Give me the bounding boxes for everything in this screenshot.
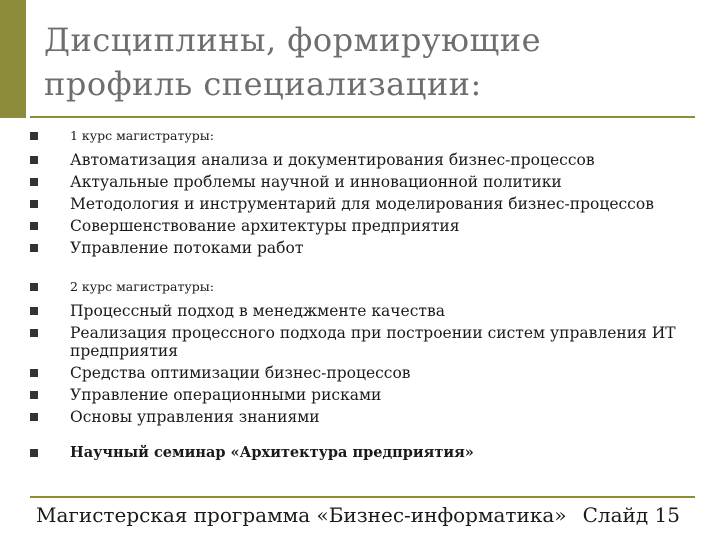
- square-bullet-icon: [30, 449, 38, 457]
- seminar-item: [30, 444, 690, 462]
- list-item: [30, 324, 690, 360]
- seminar-text: Научный семинар «Архитектура предприятия»: [70, 444, 474, 461]
- accent-bar: [0, 0, 26, 118]
- title-divider: [30, 116, 695, 118]
- program-name: Магистерская программа «Бизнес-информатика»: [36, 503, 567, 527]
- square-bullet-icon: [30, 329, 38, 337]
- square-bullet-icon: [30, 369, 38, 377]
- course-1-heading: [30, 128, 690, 144]
- list-item-text: Управление потоками работ: [70, 239, 304, 257]
- square-bullet-icon: [30, 222, 38, 230]
- square-bullet-icon: [30, 413, 38, 421]
- square-bullet-icon: [30, 156, 38, 164]
- list-item-text: Основы управления знаниями: [70, 408, 320, 426]
- square-bullet-icon: [30, 132, 38, 140]
- list-item-text: Реализация процессного подхода при построении систем управления ИТ предприятия: [70, 324, 676, 360]
- list-item-text: Методология и инструментарий для моделирования бизнес-процессов: [70, 195, 654, 213]
- square-bullet-icon: [30, 307, 38, 315]
- square-bullet-icon: [30, 244, 38, 252]
- list-item-text: Совершенствование архитектуры предприятия: [70, 217, 460, 235]
- list-item-text: Процессный подход в менеджменте качества: [70, 302, 445, 320]
- list-item: [30, 173, 690, 191]
- list-item: [30, 408, 690, 426]
- list-item: [30, 386, 690, 404]
- list-item-text: Управление операционными рисками: [70, 386, 382, 404]
- course-2-heading-text: 2 курс магистратуры:: [70, 279, 214, 294]
- list-item: [30, 364, 690, 382]
- list-item-text: Актуальные проблемы научной и инновационной политики: [70, 173, 562, 191]
- square-bullet-icon: [30, 391, 38, 399]
- slide-number: Слайд 15: [582, 503, 680, 527]
- square-bullet-icon: [30, 200, 38, 208]
- square-bullet-icon: [30, 283, 38, 291]
- list-item-text: Автоматизация анализа и документирования бизнес-процессов: [70, 151, 595, 169]
- list-item: [30, 195, 690, 213]
- list-item: [30, 302, 690, 320]
- list-item: [30, 239, 690, 257]
- list-item-text: Средства оптимизации бизнес-процессов: [70, 364, 411, 382]
- course-2-heading: [30, 279, 690, 295]
- list-item: [30, 151, 690, 169]
- slide-title: Дисциплины, формирующие профиль специализации:: [44, 21, 541, 103]
- list-item: [30, 217, 690, 235]
- footer-divider: [30, 496, 695, 498]
- course-1-heading-text: 1 курс магистратуры:: [70, 128, 214, 143]
- discipline-list: [30, 124, 690, 462]
- square-bullet-icon: [30, 178, 38, 186]
